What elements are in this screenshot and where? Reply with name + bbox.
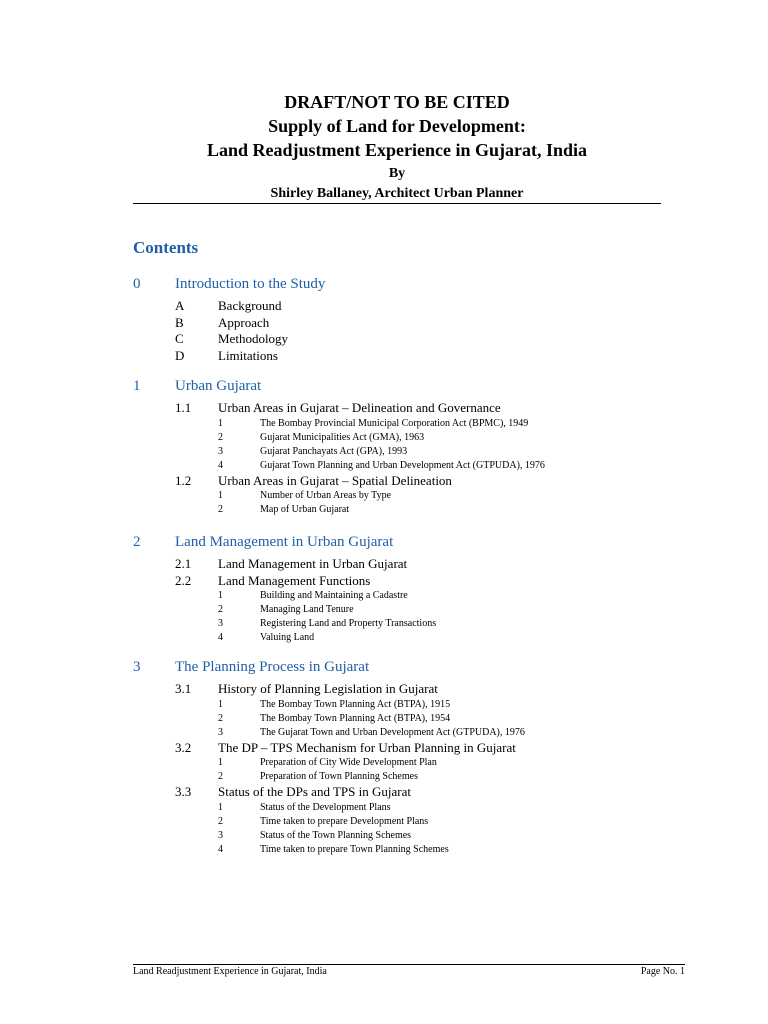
section-title: Introduction to the Study — [175, 276, 326, 292]
toc-item: 2.1 Land Management in Urban Gujarat — [175, 556, 408, 571]
toc-subitem: 2 Preparation of Town Planning Schemes — [218, 771, 418, 783]
toc-subitem: 3 The Gujarat Town and Urban Development Act (GTPUDA), 1976 — [218, 726, 525, 738]
toc-section-3 — [133, 659, 693, 857]
by-line: By — [388, 166, 406, 181]
toc-subitem: 1 Building and Maintaining a Cadastre — [218, 590, 408, 602]
toc-subitem: 1 The Bombay Provincial Municipal Corporation Act (BPMC), 1949 — [218, 417, 529, 429]
toc-item: B Approach — [175, 314, 270, 330]
toc-subitem: 3 Gujarat Panchayats Act (GPA), 1993 — [218, 445, 408, 457]
footer-divider — [133, 964, 685, 965]
toc-item: 3.2 The DP – TPS Mechanism for Urban Planning in Gujarat — [175, 739, 516, 755]
document-subtitle: Land Readjustment Experience in Gujarat, India — [206, 140, 588, 160]
section-number: 2 — [133, 534, 141, 550]
toc-item: D Limitations — [175, 347, 278, 363]
draft-notice: DRAFT/NOT TO BE CITED — [284, 92, 510, 112]
section-title: The Planning Process in Gujarat — [175, 659, 370, 675]
toc-item: 3.1 History of Planning Legislation in Gujarat — [175, 681, 438, 696]
document-title: Supply of Land for Development: — [268, 116, 526, 136]
toc-item: 3.3 Status of the DPs and TPS in Gujarat — [175, 784, 411, 800]
section-title: Urban Gujarat — [175, 378, 262, 394]
toc-item: 2.2 Land Management Functions — [175, 572, 371, 588]
toc-item: A Background — [175, 298, 282, 313]
title-block — [133, 90, 661, 204]
toc-section-0 — [133, 276, 693, 364]
toc-subitem: 1 Number of Urban Areas by Type — [218, 490, 392, 502]
toc-subitem: 2 Time taken to prepare Development Plans — [218, 815, 429, 827]
toc-subitem: 4 Gujarat Town Planning and Urban Development Act (GTPUDA), 1976 — [218, 459, 545, 471]
toc-item: C Methodology — [175, 331, 289, 347]
toc-subitem: 2 Map of Urban Gujarat — [218, 504, 350, 516]
toc-subitem: 2 Managing Land Tenure — [218, 604, 354, 616]
toc-item: 1.1 Urban Areas in Gujarat – Delineation and Governance — [175, 400, 501, 415]
author: Shirley Ballaney, Architect Urban Planner — [270, 186, 524, 201]
toc-section-2 — [133, 534, 693, 645]
footer-title: Land Readjustment Experience in Gujarat, India — [133, 966, 327, 977]
toc-subitem: 1 Preparation of City Wide Development Plan — [218, 757, 437, 769]
section-number: 3 — [133, 659, 141, 675]
toc-subitem: 2 Gujarat Municipalities Act (GMA), 1963 — [218, 431, 425, 443]
toc-section-1 — [133, 378, 693, 517]
toc-item: 1.2 Urban Areas in Gujarat – Spatial Delineation — [175, 472, 452, 488]
title-divider — [133, 203, 661, 204]
page-number: Page No. 1 — [640, 966, 685, 977]
toc-subitem: 4 Valuing Land — [218, 632, 315, 644]
toc-subitem: 2 The Bombay Town Planning Act (BTPA), 1954 — [218, 712, 451, 724]
toc-subitem: 3 Status of the Town Planning Schemes — [218, 829, 412, 841]
contents-heading: Contents — [133, 238, 199, 257]
section-number: 0 — [133, 276, 141, 292]
toc-subitem: 1 Status of the Development Plans — [218, 801, 391, 813]
toc-subitem: 3 Registering Land and Property Transactions — [218, 618, 437, 630]
section-number: 1 — [133, 378, 141, 394]
section-title: Land Management in Urban Gujarat — [175, 534, 394, 550]
toc-subitem: 1 The Bombay Town Planning Act (BTPA), 1915 — [218, 698, 451, 710]
toc-subitem: 4 Time taken to prepare Town Planning Schemes — [218, 843, 449, 855]
